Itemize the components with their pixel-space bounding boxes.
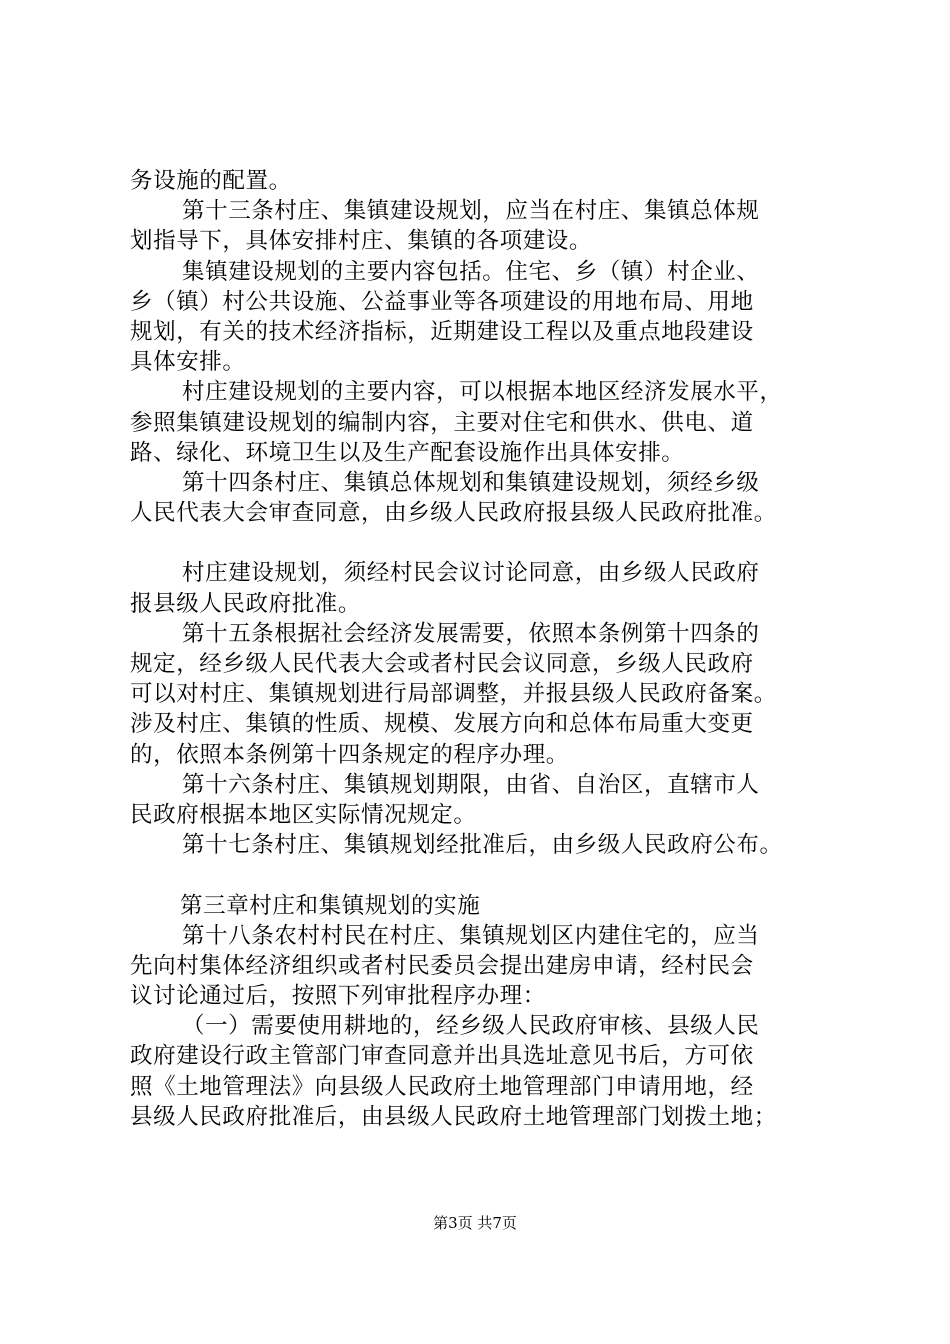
article-13-line: 第十三条村庄、集镇建设规划，应当在村庄、集镇总体规 xyxy=(182,198,760,225)
page-number-footer: 第3页 共7页 xyxy=(433,1214,517,1232)
paragraph-line: 集镇建设规划的主要内容包括。住宅、乡（镇）村企业、 xyxy=(182,258,760,285)
article-18-line: 第十八条农村村民在村庄、集镇规划区内建住宅的，应当 xyxy=(182,922,760,949)
clause-line: （一）需要使用耕地的，经乡级人民政府审核、县级人民 xyxy=(182,1013,760,1040)
text-line: 路、绿化、环境卫生以及生产配套设施作出具体安排。 xyxy=(130,439,685,466)
text-line: 参照集镇建设规划的编制内容，主要对住宅和供水、供电、道 xyxy=(130,409,754,436)
text-line: 的，依照本条例第十四条规定的程序办理。 xyxy=(130,741,569,768)
paragraph-line: 村庄建设规划的主要内容，可以根据本地区经济发展水平， xyxy=(182,379,783,406)
article-16-line: 第十六条村庄、集镇规划期限，由省、自治区，直辖市人 xyxy=(182,771,760,798)
text-line: 报县级人民政府批准。 xyxy=(130,590,362,617)
text-line: 民政府根据本地区实际情况规定。 xyxy=(130,801,477,828)
chapter-heading: 第三章村庄和集镇规划的实施 xyxy=(180,892,481,919)
paragraph-line: 村庄建设规划，须经村民会议讨论同意，由乡级人民政府 xyxy=(182,560,760,587)
text-line: 具体安排。 xyxy=(130,349,246,376)
article-15-line: 第十五条根据社会经济发展需要，依照本条例第十四条的 xyxy=(182,620,760,647)
text-line: 人民代表大会审查同意，由乡级人民政府报县级人民政府批准。 xyxy=(130,500,777,527)
text-line: 划指导下，具体安排村庄、集镇的各项建设。 xyxy=(130,228,593,255)
article-14-line: 第十四条村庄、集镇总体规划和集镇建设规划，须经乡级 xyxy=(182,469,760,496)
text-line: 先向村集体经济组织或者村民委员会提出建房申请，经村民会 xyxy=(130,952,754,979)
text-line: 可以对村庄、集镇规划进行局部调整，并报县级人民政府备案。 xyxy=(130,681,777,708)
text-line: 规划，有关的技术经济指标，近期建设工程以及重点地段建设 xyxy=(130,318,754,345)
text-line: 政府建设行政主管部门审查同意并出具选址意见书后，方可依 xyxy=(130,1043,754,1070)
text-line: 县级人民政府批准后，由县级人民政府土地管理部门划拨土地； xyxy=(130,1103,777,1130)
document-body xyxy=(130,166,850,1132)
text-line: 涉及村庄、集镇的性质、规模、发展方向和总体布局重大变更 xyxy=(130,711,754,738)
text-line: 照《土地管理法》向县级人民政府土地管理部门申请用地，经 xyxy=(130,1073,754,1100)
text-line: 议讨论通过后，按照下列审批程序办理： xyxy=(130,983,546,1010)
text-line: 务设施的配置。 xyxy=(130,168,292,194)
blank-line xyxy=(130,528,850,558)
blank-line xyxy=(130,860,850,890)
article-17-line: 第十七条村庄、集镇规划经批准后，由乡级人民政府公布。 xyxy=(182,832,783,859)
text-line: 规定，经乡级人民代表大会或者村民会议同意，乡级人民政府 xyxy=(130,651,754,677)
text-line: 乡（镇）村公共设施、公益事业等各项建设的用地布局、用地 xyxy=(130,288,754,315)
